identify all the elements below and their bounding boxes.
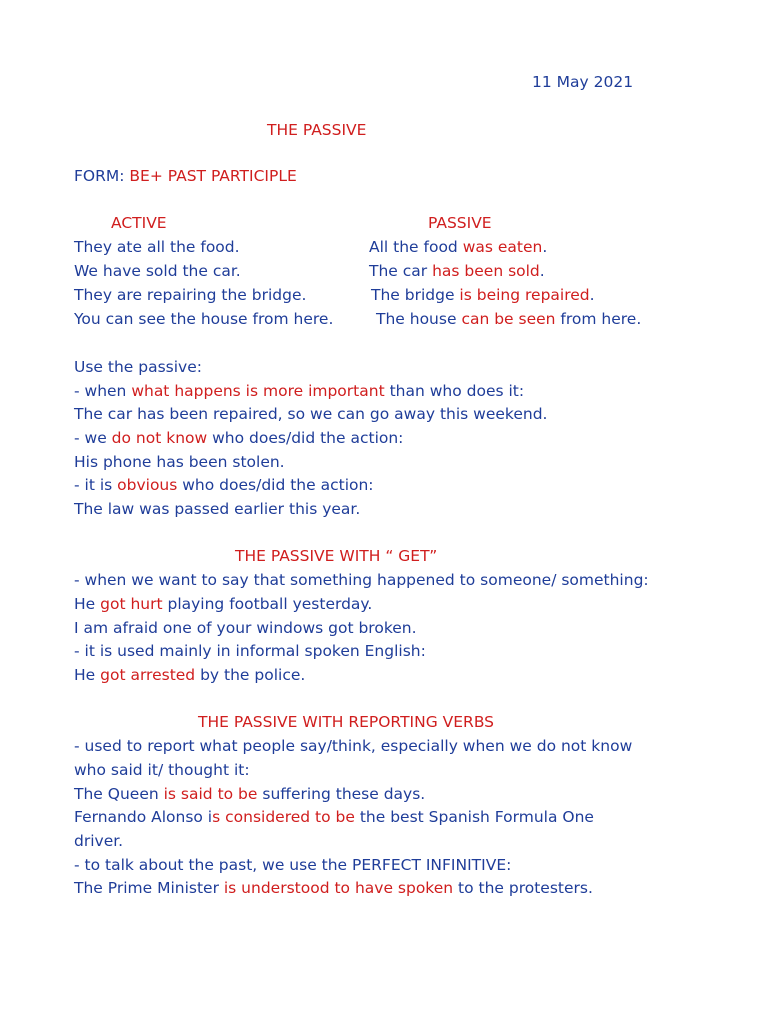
passive-example: All the food was eaten. xyxy=(369,238,548,256)
reporting-example: The Prime Minister is understood to have spoken to the protesters. xyxy=(74,879,593,897)
active-example: We have sold the car. xyxy=(74,262,241,280)
active-example: You can see the house from here. xyxy=(74,310,334,328)
passive-highlight: can be seen xyxy=(461,310,556,328)
reporting-example: Fernando Alonso is considered to be the best Spanish Formula One xyxy=(74,808,594,826)
reporting-example: The Queen is said to be suffering these days. xyxy=(74,785,426,803)
get-rule: - when we want to say that something happened to someone/ something: xyxy=(74,571,649,589)
reporting-rule: - to talk about the past, we use the PERFECT INFINITIVE: xyxy=(74,856,512,874)
get-example: He got hurt playing football yesterday. xyxy=(74,595,373,613)
active-header: ACTIVE xyxy=(111,214,167,232)
passive-highlight: has been sold xyxy=(432,262,540,280)
reporting-rule: who said it/ thought it: xyxy=(74,761,250,779)
get-section-heading: THE PASSIVE WITH “ GET” xyxy=(235,547,438,565)
page-title: THE PASSIVE xyxy=(267,121,367,139)
example-highlight: got arrested xyxy=(100,666,196,684)
use-rule: - when what happens is more important than who does it: xyxy=(74,382,525,400)
passive-highlight: is being repaired xyxy=(459,286,590,304)
reporting-rule: - used to report what people say/think, especially when we do not know xyxy=(74,737,633,755)
use-example: The car has been repaired, so we can go away this weekend. xyxy=(74,405,548,423)
use-rule: - it is obvious who does/did the action: xyxy=(74,476,374,494)
active-example: They are repairing the bridge. xyxy=(74,286,307,304)
date: 11 May 2021 xyxy=(532,73,634,91)
reporting-example: driver. xyxy=(74,832,124,850)
use-example: The law was passed earlier this year. xyxy=(74,500,361,518)
passive-highlight: was eaten xyxy=(462,238,543,256)
form-label: FORM: xyxy=(74,167,130,185)
rule-highlight: what happens is more important xyxy=(131,382,385,400)
reporting-section-heading: THE PASSIVE WITH REPORTING VERBS xyxy=(198,713,495,731)
passive-example: The bridge is being repaired. xyxy=(371,286,595,304)
example-highlight: s considered to be xyxy=(212,808,355,826)
passive-header: PASSIVE xyxy=(428,214,492,232)
form-line xyxy=(74,166,297,186)
passive-example: The house can be seen from here. xyxy=(376,310,642,328)
get-example: I am afraid one of your windows got broken. xyxy=(74,619,417,637)
active-example: They ate all the food. xyxy=(74,238,240,256)
rule-highlight: obvious xyxy=(117,476,178,494)
rule-highlight: do not know xyxy=(111,429,208,447)
form-value: BE+ PAST PARTICIPLE xyxy=(129,167,297,185)
example-highlight: got hurt xyxy=(100,595,163,613)
example-highlight: is understood to have spoken xyxy=(223,879,454,897)
passive-example: The car has been sold. xyxy=(369,262,545,280)
example-highlight: is said to be xyxy=(163,785,258,803)
use-rule: - we do not know who does/did the action: xyxy=(74,429,404,447)
get-rule: - it is used mainly in informal spoken English: xyxy=(74,642,426,660)
use-heading: Use the passive: xyxy=(74,358,202,376)
get-example: He got arrested by the police. xyxy=(74,666,306,684)
use-example: His phone has been stolen. xyxy=(74,453,285,471)
